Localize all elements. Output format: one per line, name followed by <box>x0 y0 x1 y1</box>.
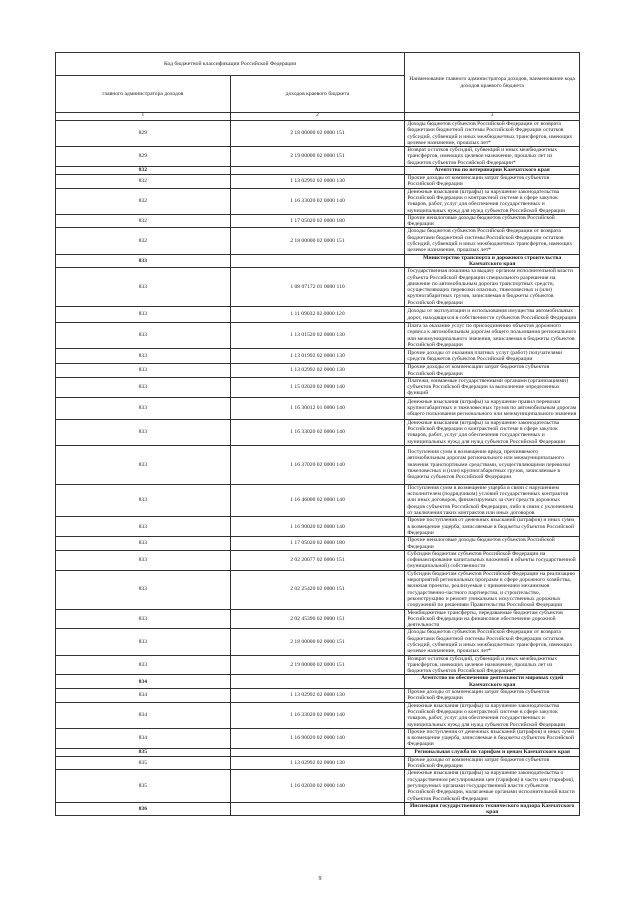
table-row <box>56 570 580 609</box>
section-row <box>56 167 580 175</box>
section-title: Агентство по обеспечению деятельности мировых судей Камчатского края <box>405 675 580 689</box>
income-code: 1 16 37020 02 0000 140 <box>230 445 405 484</box>
header-income: доходов краевого бюджета <box>230 76 405 113</box>
income-code: 1 16 30012 01 0000 140 <box>230 397 405 419</box>
table-row <box>56 323 580 349</box>
section-row <box>56 675 580 689</box>
table-row <box>56 377 580 397</box>
income-name: Прочие доходы от компенсации затрат бюджетов субъектов Российской Федерации <box>405 756 580 770</box>
income-code: 1 16 33020 02 0000 140 <box>230 419 405 445</box>
income-name: Субсидии бюджетам субъектов Российской Федерации на реализацию мероприятий региональных программ в сфере дорожного хозяйства, включая проекты, реализуемые с применением механизмов государственно-частного партнерства, и строительство, реконструкцию и ремонт уникальных искусственных дорожных сооружений по решениям Правительства Российской Федерации <box>405 570 580 609</box>
header-name: Наименование главного администратора доходов, наименование кода доходов краевого бюджета <box>405 53 580 113</box>
table-row <box>56 268 580 307</box>
income-name: Поступления сумм в возмещение вреда, причиняемого автомобильным дорогам регионального или межмуниципального значения транспортными средствами, осуществляющими перевозки тяжеловесных и (или) крупногабаритных грузов, зачисляемые в бюджеты субъектов Российской Федерации <box>405 445 580 484</box>
income-code <box>230 748 405 756</box>
admin-code: 832 <box>56 188 231 214</box>
admin-code: 833 <box>56 268 231 307</box>
table-row <box>56 147 580 167</box>
income-name: Денежные взыскания (штрафы) за нарушение законодательства Российской Федерации о контрактной системе в сфере закупок товаров, работ, услуг для обеспечения государственных и муниципальных нужд для нужд субъектов Российской Федерации <box>405 188 580 214</box>
admin-code: 833 <box>56 377 231 397</box>
income-code: 2 19 00000 02 0000 151 <box>230 147 405 167</box>
table-row <box>56 175 580 189</box>
table-body <box>56 121 580 816</box>
admin-code: 836 <box>56 802 231 816</box>
income-name: Прочие неналоговые доходы бюджетов субъектов Российской Федерации <box>405 537 580 551</box>
income-name: Прочие доходы от компенсации затрат бюджетов субъектов Российской Федерации <box>405 175 580 189</box>
income-name: Межбюджетные трансферты, передаваемые бюджетам субъектов Российской Федерации на финансовое обеспечение дорожной деятельности <box>405 609 580 629</box>
income-name: Прочие поступления от денежных взысканий (штрафов) и иных сумм в возмещение ущерба, зачисляемые в бюджеты субъектов Российской Федерации <box>405 517 580 537</box>
table-row <box>56 397 580 419</box>
income-code: 1 16 90020 02 0000 140 <box>230 728 405 748</box>
income-name: Возврат остатков субсидий, субвенций и иных межбюджетных трансфертов, имеющих целевое назначение, прошлых лет из бюджетов субъектов Российской Федерации* <box>405 655 580 675</box>
admin-code: 833 <box>56 609 231 629</box>
header-bcc-group: Код бюджетной классификации Российской Федерации <box>56 53 405 76</box>
income-name: Прочие доходы от компенсации затрат бюджетов субъектов Российской Федерации <box>405 364 580 378</box>
table-row <box>56 629 580 655</box>
admin-code: 833 <box>56 655 231 675</box>
admin-code: 833 <box>56 517 231 537</box>
income-code: 2 02 20077 02 0000 151 <box>230 550 405 570</box>
admin-code: 833 <box>56 537 231 551</box>
admin-code: 833 <box>56 254 231 268</box>
income-name: Платежи, взимаемые государственными органами (организациями) субъектов Российской Федерации за выполнение определенных функций <box>405 377 580 397</box>
income-name: Субсидии бюджетам субъектов Российской Федерации на софинансирование капитальных вложений в объекты государственной (муниципальной) собственности <box>405 550 580 570</box>
income-code: 1 11 09032 02 0000 120 <box>230 307 405 323</box>
section-title: Инспекция государственного технического надзора Камчатского края <box>405 802 580 816</box>
admin-code: 833 <box>56 349 231 364</box>
income-code <box>230 802 405 816</box>
table-row <box>56 419 580 445</box>
admin-code: 833 <box>56 307 231 323</box>
section-title: Министерство транспорта и дорожного строительства Камчатского края <box>405 254 580 268</box>
income-name: Доходы от эксплуатации и использования имущества автомобильных дорог, находящихся в собственности субъектов Российской Федерации <box>405 307 580 323</box>
income-code: 1 17 05020 02 0000 180 <box>230 214 405 228</box>
income-name: Поступления сумм в возмещение ущерба в связи с нарушением исполнителем (подрядчиком) условий государственных контрактов или иных договоров, финансируемых за счет средств дорожных фондов субъектов Российской Федерации, либо в связи с уклонением от заключения таких контрактов или иных договоров <box>405 484 580 516</box>
table-row <box>56 728 580 748</box>
income-name: Плата за оказание услуг по присоединению объектов дорожного сервиса к автомобильным дорогам общего пользования регионального или межмуниципального значения, зачисляемая в бюджеты субъектов Российской Федерации <box>405 323 580 349</box>
income-code: 2 19 00000 02 0000 151 <box>230 655 405 675</box>
table-row <box>56 307 580 323</box>
income-code <box>230 675 405 689</box>
table-row <box>56 484 580 516</box>
income-code: 1 13 01992 02 0000 130 <box>230 349 405 364</box>
admin-code: 834 <box>56 702 231 728</box>
table-row <box>56 537 580 551</box>
table-row <box>56 517 580 537</box>
income-name: Прочие неналоговые доходы бюджетов субъектов Российской Федерации <box>405 214 580 228</box>
income-code: 1 13 01520 02 0000 130 <box>230 323 405 349</box>
income-name: Доходы бюджетов субъектов Российской Федерации от возврата бюджетами бюджетной системы Российской Федерации остатков субсидий, субвенций и иных межбюджетных трансфертов, имеющих целевое назначение, прошлых лет* <box>405 629 580 655</box>
admin-code: 835 <box>56 748 231 756</box>
col-number-1: 1 <box>56 113 231 121</box>
table-row <box>56 445 580 484</box>
income-code: 1 13 02992 02 0000 130 <box>230 364 405 378</box>
income-code: 1 08 07172 01 0000 110 <box>230 268 405 307</box>
admin-code: 835 <box>56 756 231 770</box>
income-name: Доходы бюджетов субъектов Российской Федерации от возврата бюджетами бюджетной системы Российской Федерации остатков субсидий, субвенций и иных межбюджетных трансфертов, имеющих целевое назначение, прошлых лет* <box>405 228 580 254</box>
table-row <box>56 655 580 675</box>
table-row <box>56 702 580 728</box>
income-code: 1 16 90020 02 0000 140 <box>230 517 405 537</box>
admin-code: 833 <box>56 323 231 349</box>
admin-code: 832 <box>56 214 231 228</box>
admin-code: 829 <box>56 121 231 147</box>
income-code: 1 16 33020 02 0000 140 <box>230 188 405 214</box>
income-code: 2 02 45390 02 0000 151 <box>230 609 405 629</box>
table-row <box>56 228 580 254</box>
header-admin: главного администратора доходов <box>56 76 231 113</box>
admin-code: 834 <box>56 689 231 703</box>
table-row <box>56 121 580 147</box>
section-row <box>56 254 580 268</box>
table-row <box>56 609 580 629</box>
table-row <box>56 214 580 228</box>
admin-code: 833 <box>56 570 231 609</box>
income-name: Денежные взыскания (штрафы) за нарушение законодательства о государственном регулировании цен (тарифов) в части цен (тарифов), регулируемых органами государственной власти субъектов Российской Федерации, налагаемые органами исполнительной власти субъектов Российской Федерации <box>405 770 580 802</box>
admin-code: 832 <box>56 175 231 189</box>
admin-code: 834 <box>56 728 231 748</box>
admin-code: 835 <box>56 770 231 802</box>
page-number: 9 <box>318 876 322 882</box>
income-name: Денежные взыскания (штрафы) за нарушение законодательства Российской Федерации о контрактной системе в сфере закупок товаров, работ, услуг для обеспечения государственных и муниципальных нужд для нужд субъектов Российской Федерации <box>405 702 580 728</box>
table-row <box>56 550 580 570</box>
table-row <box>56 770 580 802</box>
admin-code: 829 <box>56 147 231 167</box>
admin-code: 833 <box>56 419 231 445</box>
admin-code: 834 <box>56 675 231 689</box>
income-code: 2 18 00000 02 0000 151 <box>230 121 405 147</box>
income-name: Прочие поступления от денежных взысканий (штрафов) и иных сумм в возмещение ущерба, зачисляемые в бюджеты субъектов Российской Федерации <box>405 728 580 748</box>
income-code: 1 13 02992 02 0000 130 <box>230 175 405 189</box>
col-number-3: 3 <box>405 113 580 121</box>
table-row <box>56 689 580 703</box>
income-code: 1 17 05020 02 0000 180 <box>230 537 405 551</box>
admin-code: 833 <box>56 629 231 655</box>
income-name: Государственная пошлина за выдачу органом исполнительной власти субъекта Российской Федерации специального разрешения на движение по автомобильным дорогам транспортных средств, осуществляющих перевозки опасных, тяжеловесных и (или) крупногабаритных грузов, зачисляемая в бюджеты субъектов Российской Федерации <box>405 268 580 307</box>
income-code: 1 15 02020 02 0000 140 <box>230 377 405 397</box>
admin-code: 833 <box>56 397 231 419</box>
table-row <box>56 364 580 378</box>
table-row <box>56 188 580 214</box>
income-name: Возврат остатков субсидий, субвенций и иных межбюджетных трансфертов, имеющих целевое назначение, прошлых лет из бюджетов субъектов Российской Федерации* <box>405 147 580 167</box>
document-page <box>55 52 580 816</box>
admin-code: 832 <box>56 167 231 175</box>
admin-code: 833 <box>56 364 231 378</box>
income-name: Доходы бюджетов субъектов Российской Федерации от возврата бюджетами бюджетной системы Российской Федерации остатков субсидий, субвенций и иных межбюджетных трансфертов, имеющих целевое назначение, прошлых лет* <box>405 121 580 147</box>
admin-code: 832 <box>56 228 231 254</box>
income-name: Денежные взыскания (штрафы) за нарушение законодательства Российской Федерации о контрактной системе в сфере закупок товаров, работ, услуг для обеспечения государственных и муниципальных нужд для нужд субъектов Российской Федерации <box>405 419 580 445</box>
section-title: Региональная служба по тарифам и ценам Камчатского края <box>405 748 580 756</box>
income-code: 1 16 33020 02 0000 140 <box>230 702 405 728</box>
section-row <box>56 748 580 756</box>
income-name: Денежные взыскания (штрафы) за нарушение правил перевозки крупногабаритных и тяжеловесных грузов по автомобильным дорогам общего пользования регионального или межмуниципального значения <box>405 397 580 419</box>
income-code: 1 13 02992 02 0000 130 <box>230 689 405 703</box>
admin-code: 833 <box>56 550 231 570</box>
admin-code: 833 <box>56 445 231 484</box>
income-code: 2 18 00000 02 0000 151 <box>230 228 405 254</box>
income-code: 2 02 25420 02 0000 151 <box>230 570 405 609</box>
income-name: Прочие доходы от оказания платных услуг (работ) получателями средств бюджетов субъектов Российской Федерации <box>405 349 580 364</box>
income-name: Прочие доходы от компенсации затрат бюджетов субъектов Российской Федерации <box>405 689 580 703</box>
income-code <box>230 167 405 175</box>
section-title: Агентство по ветеринарии Камчатского края <box>405 167 580 175</box>
admin-code: 833 <box>56 484 231 516</box>
income-code <box>230 254 405 268</box>
section-row <box>56 802 580 816</box>
income-codes-table <box>55 52 580 816</box>
col-number-2: 2 <box>230 113 405 121</box>
table-row <box>56 349 580 364</box>
income-code: 2 18 00000 02 0000 151 <box>230 629 405 655</box>
income-code: 1 16 02030 02 0000 140 <box>230 770 405 802</box>
table-row <box>56 756 580 770</box>
income-code: 1 13 02992 02 0000 130 <box>230 756 405 770</box>
income-code: 1 16 46000 02 0000 140 <box>230 484 405 516</box>
